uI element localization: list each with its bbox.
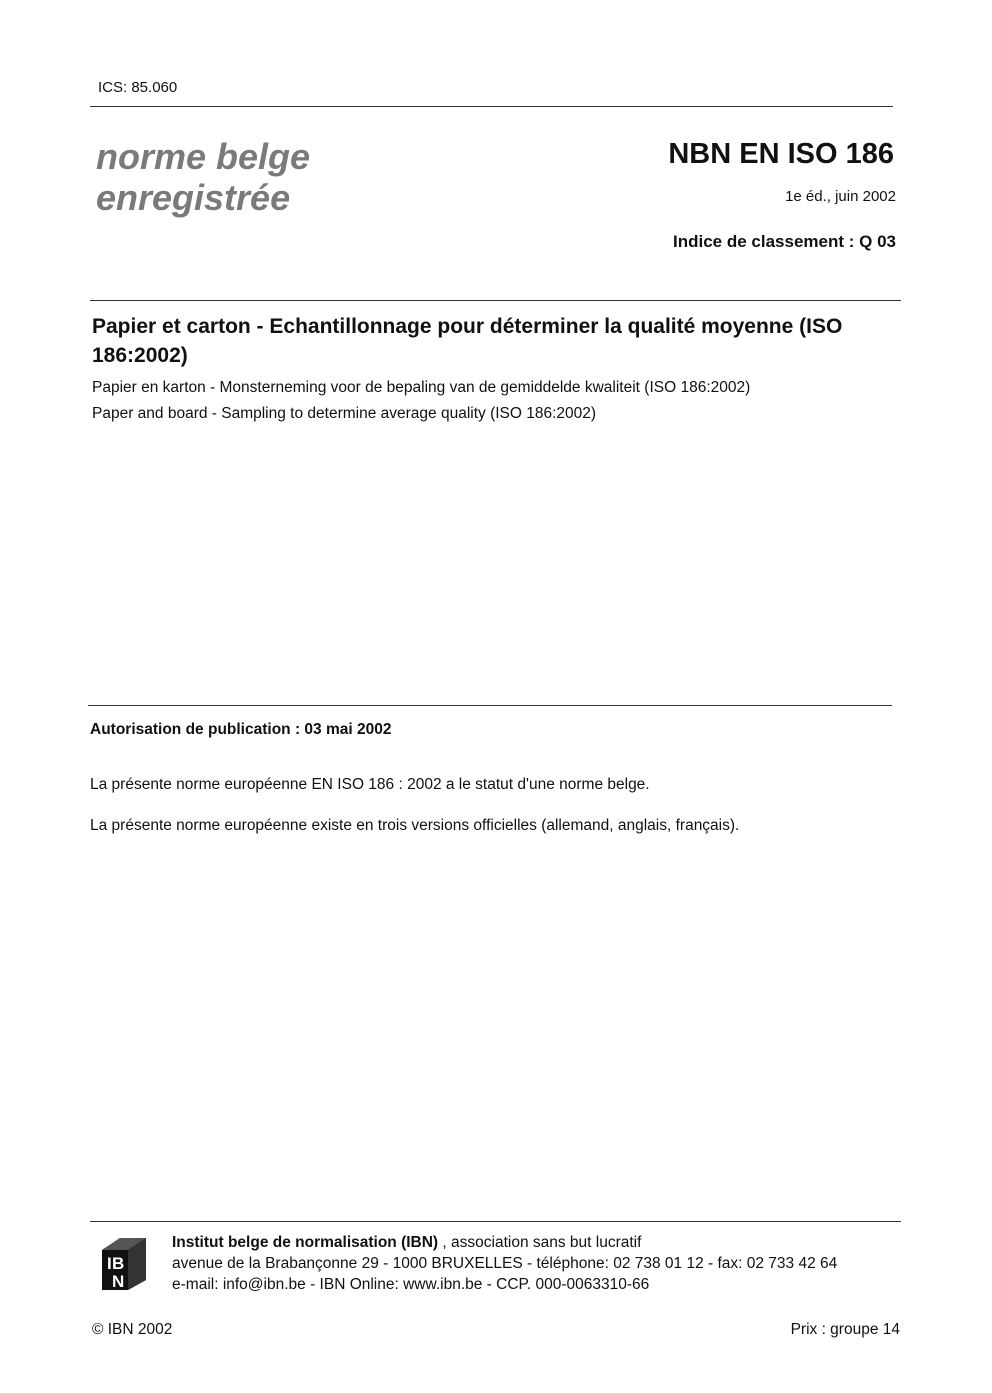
- title-dutch: Papier en karton - Monsterneming voor de bepaling van de gemiddelde kwaliteit (ISO 186:2002): [92, 379, 751, 396]
- publication-authorization: Autorisation de publication : 03 mai 2002: [90, 721, 392, 738]
- org-line-1: [172, 1232, 837, 1253]
- org-suffix: , association sans but lucratif: [438, 1234, 642, 1251]
- norme-belge-heading: [96, 136, 310, 218]
- price-group: Prix : groupe 14: [790, 1321, 900, 1338]
- organization-info: [172, 1232, 837, 1295]
- edition-date: 1e éd., juin 2002: [785, 188, 896, 205]
- top-divider: [90, 106, 893, 107]
- svg-text:N: N: [112, 1272, 125, 1291]
- ics-code: ICS: 85.060: [98, 79, 178, 96]
- ibn-logo: [98, 1236, 150, 1292]
- svg-text:I: I: [107, 1254, 112, 1273]
- copyright: © IBN 2002: [92, 1321, 173, 1338]
- svg-text:B: B: [112, 1254, 125, 1273]
- org-name: Institut belge de normalisation (IBN): [172, 1234, 439, 1251]
- status-statement: La présente norme européenne EN ISO 186 : 2002 a le statut d'une norme belge.: [90, 776, 650, 793]
- title-english: Paper and board - Sampling to determine average quality (ISO 186:2002): [92, 405, 597, 422]
- classification-index: Indice de classement : Q 03: [673, 232, 896, 251]
- org-address: avenue de la Brabançonne 29 - 1000 BRUXELLES - téléphone: 02 738 01 12 - fax: 02 733 42 64: [172, 1255, 838, 1272]
- versions-statement: La présente norme européenne existe en trois versions officielles (allemand, anglais, français).: [90, 817, 740, 834]
- norme-line-2: enregistrée: [96, 177, 291, 218]
- title-french: Papier et carton - Echantillonnage pour déterminer la qualité moyenne (ISO 186:2002): [92, 315, 843, 367]
- org-contact: e-mail: info@ibn.be - IBN Online: www.ibn.be - CCP. 000-0063310-66: [172, 1276, 650, 1293]
- title-divider: [90, 300, 901, 301]
- publication-divider: [88, 705, 892, 706]
- norme-line-1: norme belge: [96, 136, 311, 177]
- document-number: NBN EN ISO 186: [668, 138, 894, 170]
- footer-divider: [90, 1221, 901, 1222]
